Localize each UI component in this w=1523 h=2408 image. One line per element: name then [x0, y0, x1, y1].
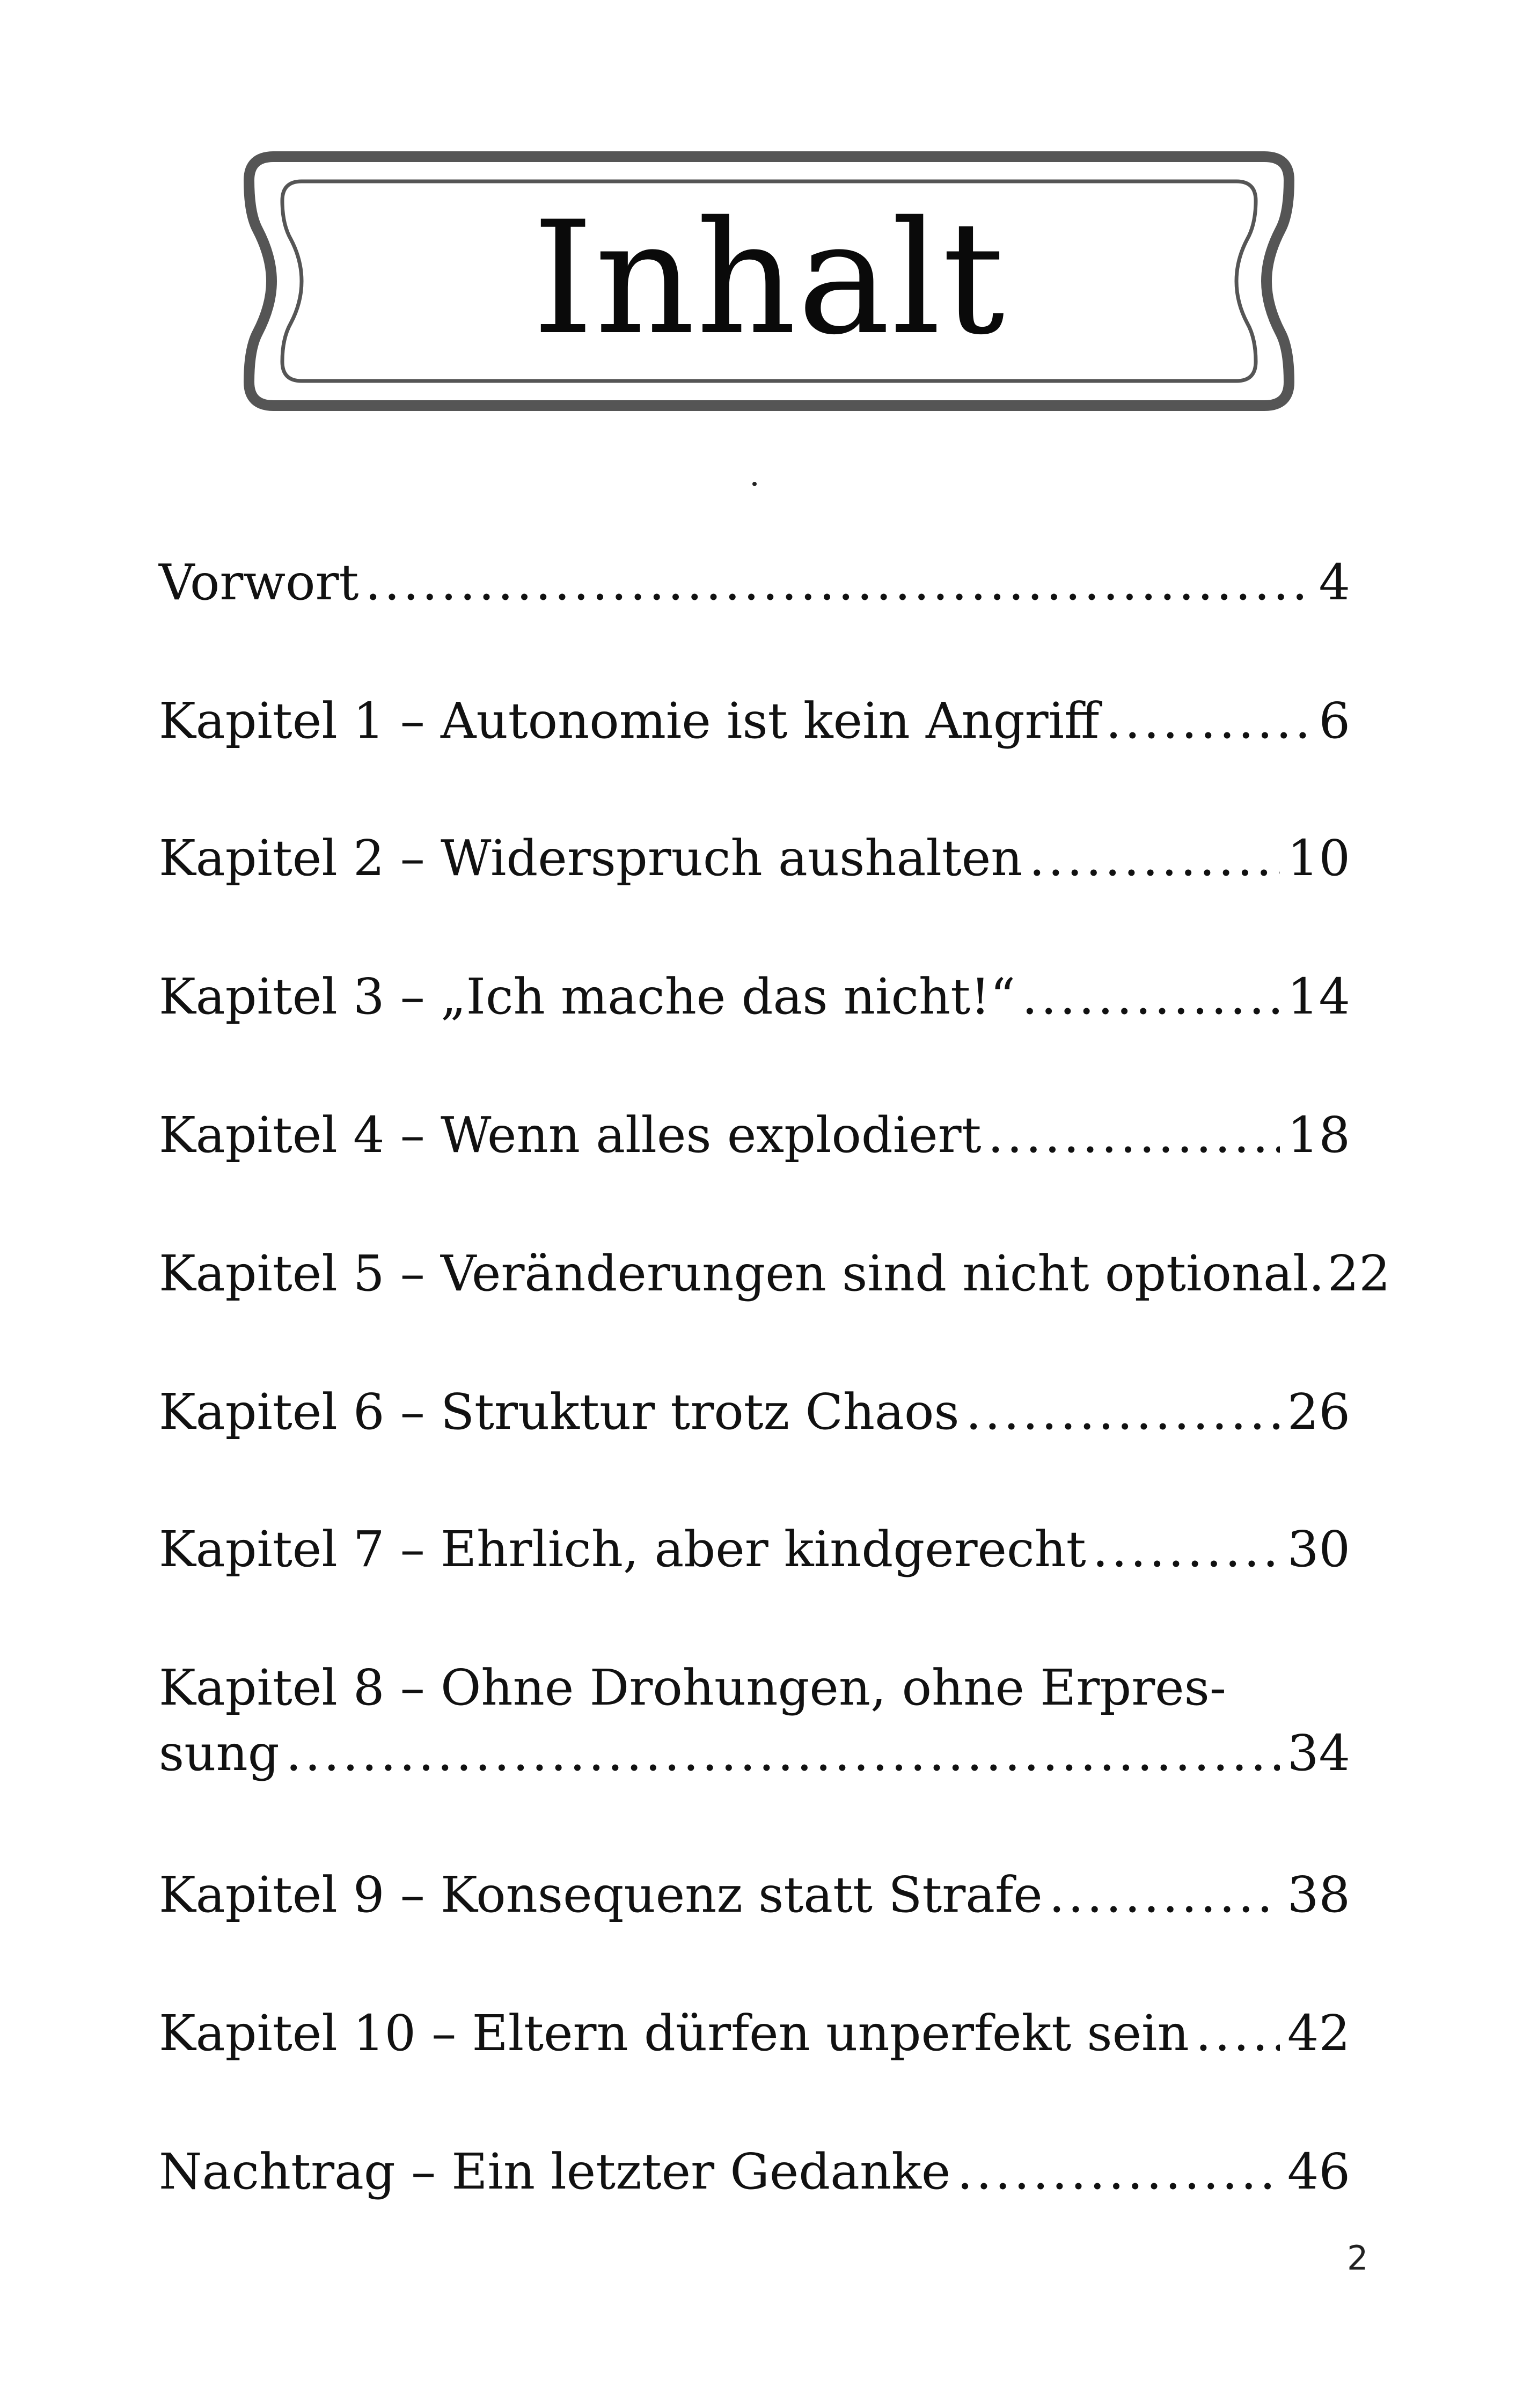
dot-leader	[1105, 696, 1311, 746]
toc-entry-continuation	[159, 1724, 1350, 1782]
toc-entry-nachtrag[interactable]	[159, 2143, 1350, 2200]
toc-entry-kapitel-5[interactable]	[159, 1245, 1390, 1302]
toc-entry-page: 42	[1287, 2005, 1350, 2062]
dot-leader	[988, 1111, 1280, 1160]
dot-leader	[966, 1387, 1280, 1437]
toc-entry-kapitel-10[interactable]	[159, 2005, 1350, 2062]
toc-entry-page: 34	[1287, 1724, 1350, 1782]
toc-entry-page: 6	[1319, 692, 1350, 750]
toc-entry-kapitel-7[interactable]	[159, 1521, 1350, 1578]
dot-leader	[1196, 2009, 1280, 2058]
toc-entry-kapitel-1[interactable]	[159, 692, 1350, 750]
toc-entry-vorwort[interactable]	[159, 554, 1350, 611]
toc-entry-kapitel-2[interactable]	[159, 829, 1350, 887]
dot-leader	[1022, 972, 1280, 1022]
toc-entry-kapitel-4[interactable]	[159, 1106, 1350, 1164]
page-number: 2	[1347, 2238, 1368, 2278]
toc-entry-label: Kapitel 5 – Veränderungen sind nicht optional.	[159, 1245, 1324, 1302]
toc-entry-page: 30	[1287, 1521, 1350, 1578]
toc-entry-kapitel-9[interactable]	[159, 1866, 1350, 1924]
toc-entry-kapitel-6[interactable]	[159, 1383, 1350, 1441]
toc-entry-page: 38	[1287, 1866, 1350, 1924]
toc-entry-label: Kapitel 3 – „Ich mache das nicht!“	[159, 968, 1016, 1025]
toc-entry-page: 26	[1287, 1383, 1350, 1441]
toc-entry-page: 46	[1287, 2143, 1350, 2200]
toc-entry-label: Nachtrag – Ein letzter Gedanke	[159, 2143, 951, 2200]
dot-leader	[1029, 834, 1280, 883]
toc-entry-page: 10	[1287, 829, 1350, 887]
toc-entry-label: Kapitel 1 – Autonomie ist kein Angriff	[159, 692, 1100, 750]
dot-leader	[365, 558, 1311, 607]
toc-entry-label: Kapitel 10 – Eltern dürfen unperfekt sein	[159, 2005, 1189, 2062]
page-title: Inhalt	[532, 188, 1006, 369]
toc-entry-page: 4	[1319, 554, 1350, 611]
toc-entry-page: 22	[1327, 1245, 1390, 1302]
toc-entry-label: Kapitel 7 – Ehrlich, aber kindgerecht	[159, 1521, 1086, 1578]
dot-leader	[286, 1729, 1280, 1778]
toc-entry-label: Vorwort	[159, 554, 359, 611]
dot-leader	[1093, 1525, 1280, 1574]
toc-entry-page: 14	[1287, 968, 1350, 1025]
toc-entry-kapitel-8[interactable]	[159, 1659, 1350, 1782]
toc-entry-label: Kapitel 4 – Wenn alles explodiert	[159, 1106, 982, 1164]
toc-entry-page: 18	[1287, 1106, 1350, 1164]
dot-leader	[957, 2147, 1279, 2197]
toc-entry-kapitel-3[interactable]	[159, 968, 1350, 1025]
toc-entry-label: Kapitel 9 – Konsequenz statt Strafe	[159, 1866, 1043, 1924]
toc-entry-label: Kapitel 8 – Ohne Drohungen, ohne Erpres-	[159, 1659, 1226, 1716]
decorative-dot	[752, 482, 757, 486]
toc-entry-label: Kapitel 2 – Widerspruch aushalten	[159, 829, 1023, 887]
toc-entry-label-continued: sung	[159, 1724, 280, 1782]
dot-leader	[1049, 1870, 1280, 1920]
toc-entry-label: Kapitel 6 – Struktur trotz Chaos	[159, 1383, 960, 1441]
title-frame	[241, 149, 1297, 413]
